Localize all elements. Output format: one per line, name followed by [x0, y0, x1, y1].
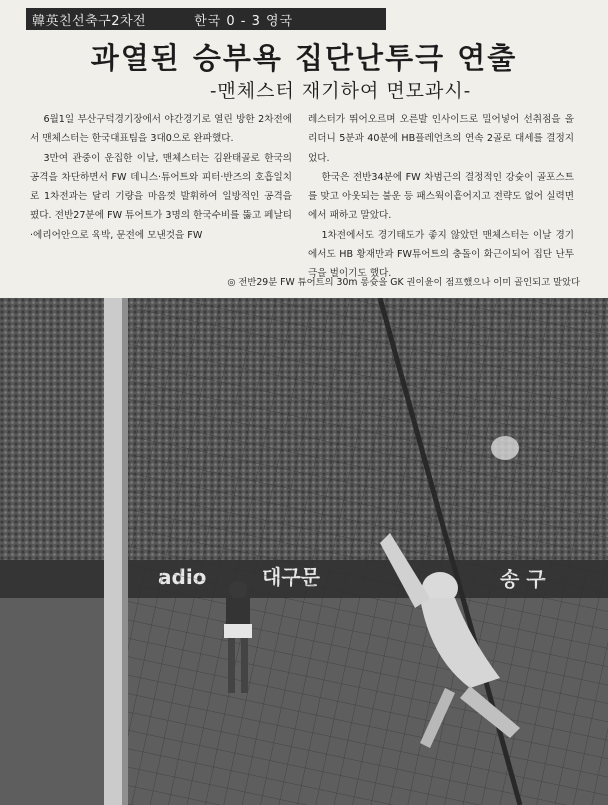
article-column-right: [308, 110, 574, 284]
match-score: 한국 0 - 3 영국: [194, 13, 294, 29]
article-paragraph: 3만여 관중이 운집한 이날, 맨체스터는 김완태골로 한국의 공격을 차단하면서 FW 데니스·튜어트와 피터·반즈의 호흡일치로 1차전과는 달리 기량을 마음껏 발휘하여 일방적인 공격을 폈다. 전반27분에 FW 튜어트가 3명의 한국수비를 뚫고 페날티·에리어안으로 육박, 문전에 모낸것을 FW: [30, 152, 292, 241]
page-subtitle: -맨체스터 재기하여 면모과시-: [210, 80, 472, 102]
article-paragraph: 6월1일 부산구덕경기장에서 야간경기로 열린 방한 2차전에서 맨체스터는 한국대표팀을 3대0으로 완파했다.: [30, 114, 292, 145]
caption-marker: ◎: [227, 277, 239, 288]
match-header: [26, 8, 386, 30]
match-series-label: 韓英친선축구2차전: [32, 13, 147, 29]
photo-caption: [150, 274, 580, 288]
caption-text: 전반29분 FW 튜어트의 30m 롱슛을 GK 권이윤이 점프했으나 이미 골인되고 말았다: [238, 277, 580, 288]
article-paragraph: 1차전에서도 경기태도가 좋지 않았던 맨체스터는 이날 경기에서도 HB 황재만과 FW튜어트의 충돌이 화근이되어 집단 난투극을 벌이기도 했다.: [308, 229, 574, 280]
article-column-left: [30, 110, 292, 245]
article-paragraph: 한국은 전반34분에 FW 차범근의 결정적인 강슛이 골포스트를 맞고 아웃되는 불운 등 패스웍이흩어지고 전략도 없어 실력면에서 패하고 말았다.: [308, 171, 574, 222]
page-title: 과열된 승부욕 집단난투극 연출: [90, 41, 518, 75]
match-photo: [0, 298, 608, 805]
article-paragraph: 레스터가 뛰어오르며 오른발 인사이드로 밀어넣어 선취점을 올리더니 5분과 40분에 HB플레언츠의 연속 2골로 대세를 결정지었다.: [308, 114, 574, 164]
